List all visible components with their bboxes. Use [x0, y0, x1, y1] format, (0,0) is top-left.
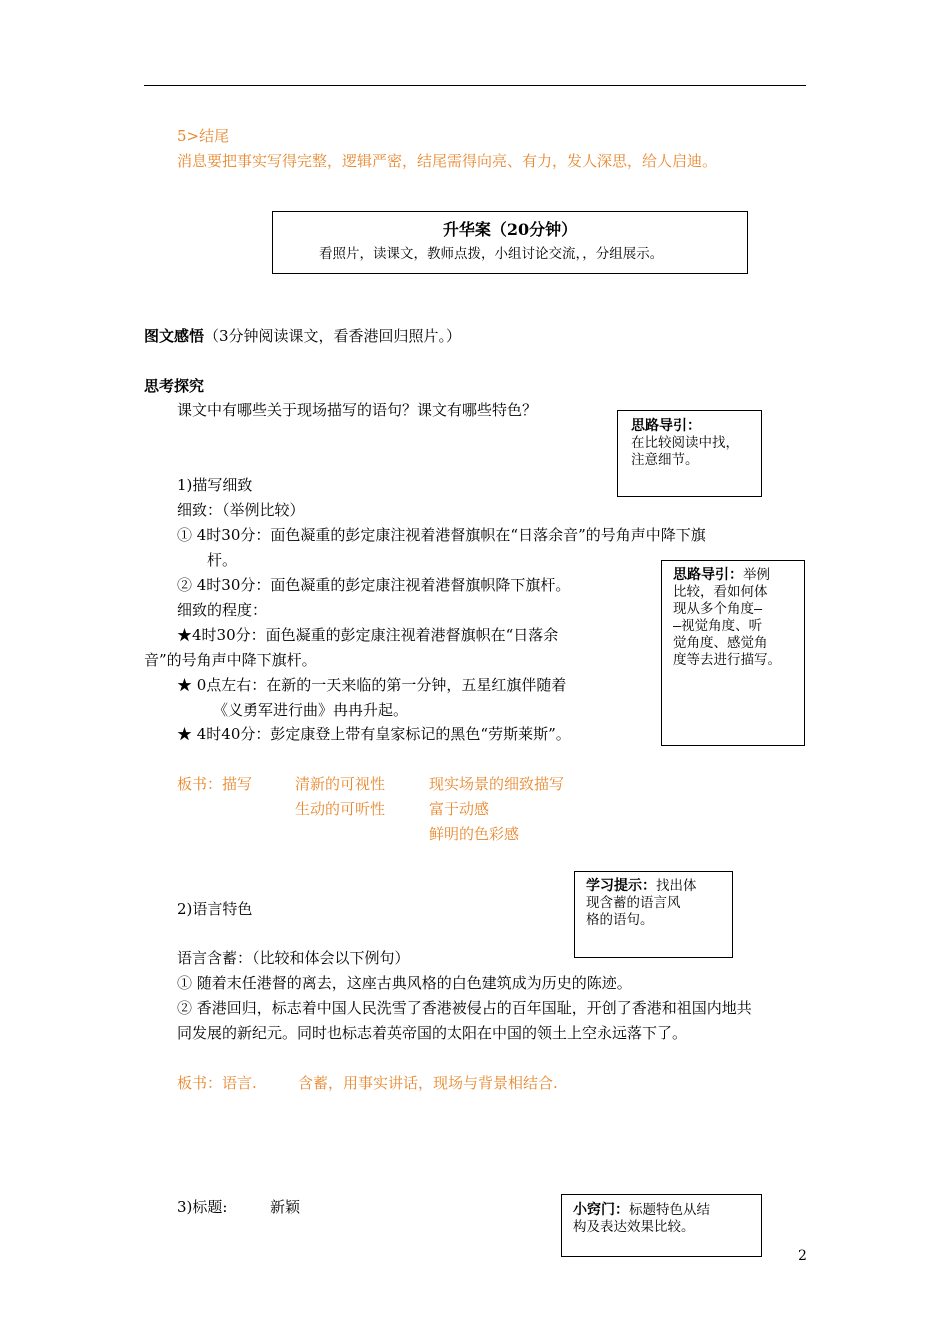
- detail-heading: 1)描写细致: [177, 476, 253, 494]
- board2-text: 含蓄，用事实讲话，现场与背景相结合.: [298, 1074, 558, 1092]
- detail-star-2-cont: 《义勇军进行曲》冉冉升起。: [213, 701, 409, 719]
- detail-star-2: ★ 0点左右：在新的一天来临的第一分钟，五星红旗伴随着: [177, 676, 567, 694]
- language-sub: 语言含蓄：（比较和体会以下例句）: [177, 949, 410, 967]
- title-heading: 3)标题:: [177, 1198, 228, 1216]
- detail-star-3: ★ 4时40分：彭定康登上带有皇家标记的黑色“劳斯莱斯”。: [177, 725, 571, 743]
- tip-box-line: 格的语句。: [586, 912, 654, 928]
- trick-box-label: 小窍门：: [573, 1202, 629, 1218]
- tip-box-line: 找出体: [656, 878, 697, 894]
- title-value: 新颖: [270, 1198, 301, 1216]
- guide-box-2-label: 思路导引：: [673, 567, 743, 583]
- guide-box-1-label: 思路导引：: [631, 418, 701, 434]
- board1-col2-item: 生动的可听性: [295, 800, 386, 818]
- header-rule: [144, 85, 806, 86]
- upgrade-box-title: 升华案（20分钟）: [442, 220, 578, 239]
- language-example-1: ① 随着末任港督的离去，这座古典风格的白色建筑成为历史的陈迹。: [177, 974, 632, 992]
- detail-example-2: ② 4时30分：面色凝重的彭定康注视着港督旗帜降下旗杆。: [177, 576, 571, 594]
- trick-box-line: 标题特色从结: [629, 1202, 710, 1218]
- guide-box-2: [661, 560, 805, 746]
- guide-box-1-line: 在比较阅读中找，: [631, 435, 739, 451]
- tip-box-line: 现含蓄的语言风: [586, 895, 681, 911]
- guide-box-2-line: —视觉角度、听: [673, 618, 763, 634]
- detail-example-1-cont: 杆。: [207, 551, 238, 569]
- guide-box-2-line: 举例: [743, 567, 770, 583]
- detail-star-1-cont: 音”的号角声中降下旗杆。: [144, 651, 317, 669]
- guide-box-2-line: 觉角度、感觉角: [673, 635, 768, 651]
- thinking-label: 思考探究: [144, 377, 205, 395]
- board1-col3-item: 鲜明的色彩感: [429, 825, 520, 843]
- trick-box-line: 构及表达效果比较。: [573, 1219, 695, 1235]
- trick-box: [561, 1194, 762, 1257]
- detail-sub: 细致：（举例比较）: [177, 501, 305, 519]
- board1-col3-item: 富于动感: [429, 800, 490, 818]
- thinking-question: 课文中有哪些关于现场描写的语句？课文有哪些特色？: [177, 401, 538, 419]
- guide-box-2-line: 度等去进行描写。: [673, 652, 781, 668]
- guide-box-2-line: 现从多个角度—: [673, 601, 763, 617]
- upgrade-box-subtitle: 看照片，读课文，教师点拨，小组讨论交流，，分组展示。: [319, 246, 664, 262]
- detail-star-1: ★4时30分：面色凝重的彭定康注视着港督旗帜在“日落余: [177, 626, 559, 644]
- detail-example-1: ① 4时30分：面色凝重的彭定康注视着港督旗帜在“日落余音”的号角声中降下旗: [177, 526, 706, 544]
- tip-box: [574, 871, 733, 958]
- tuwen-line: [144, 324, 461, 349]
- language-example-2: ② 香港回归，标志着中国人民洗雪了香港被侵占的百年国耻，开创了香港和祖国内地共: [177, 999, 752, 1017]
- section5-heading: 5>结尾: [177, 127, 230, 145]
- board1-col3-item: 现实场景的细致描写: [429, 775, 565, 793]
- upgrade-box: [272, 211, 748, 274]
- guide-box-1: [617, 410, 762, 497]
- language-example-2-cont: 同发展的新纪元。同时也标志着英帝国的太阳在中国的领土上空永远落下了。: [177, 1024, 688, 1042]
- tuwen-text: （3分钟阅读课文，看香港回归照片。）: [204, 327, 462, 345]
- guide-box-1-line: 注意细节。: [631, 452, 699, 468]
- board1-label: 板书：描写: [177, 775, 253, 793]
- guide-box-2-line: 比较，看如何体: [673, 584, 768, 600]
- board2-label: 板书：语言.: [177, 1074, 257, 1092]
- language-heading: 2)语言特色: [177, 900, 253, 918]
- page-number: 2: [798, 1248, 807, 1264]
- section5-text: 消息要把事实写得完整，逻辑严密，结尾需得向亮、有力，发人深思，给人启迪。: [177, 152, 718, 170]
- detail-degree: 细致的程度：: [177, 601, 268, 619]
- tuwen-label: 图文感悟: [144, 327, 205, 345]
- board1-col2-item: 清新的可视性: [295, 775, 386, 793]
- tip-box-label: 学习提示：: [586, 878, 656, 894]
